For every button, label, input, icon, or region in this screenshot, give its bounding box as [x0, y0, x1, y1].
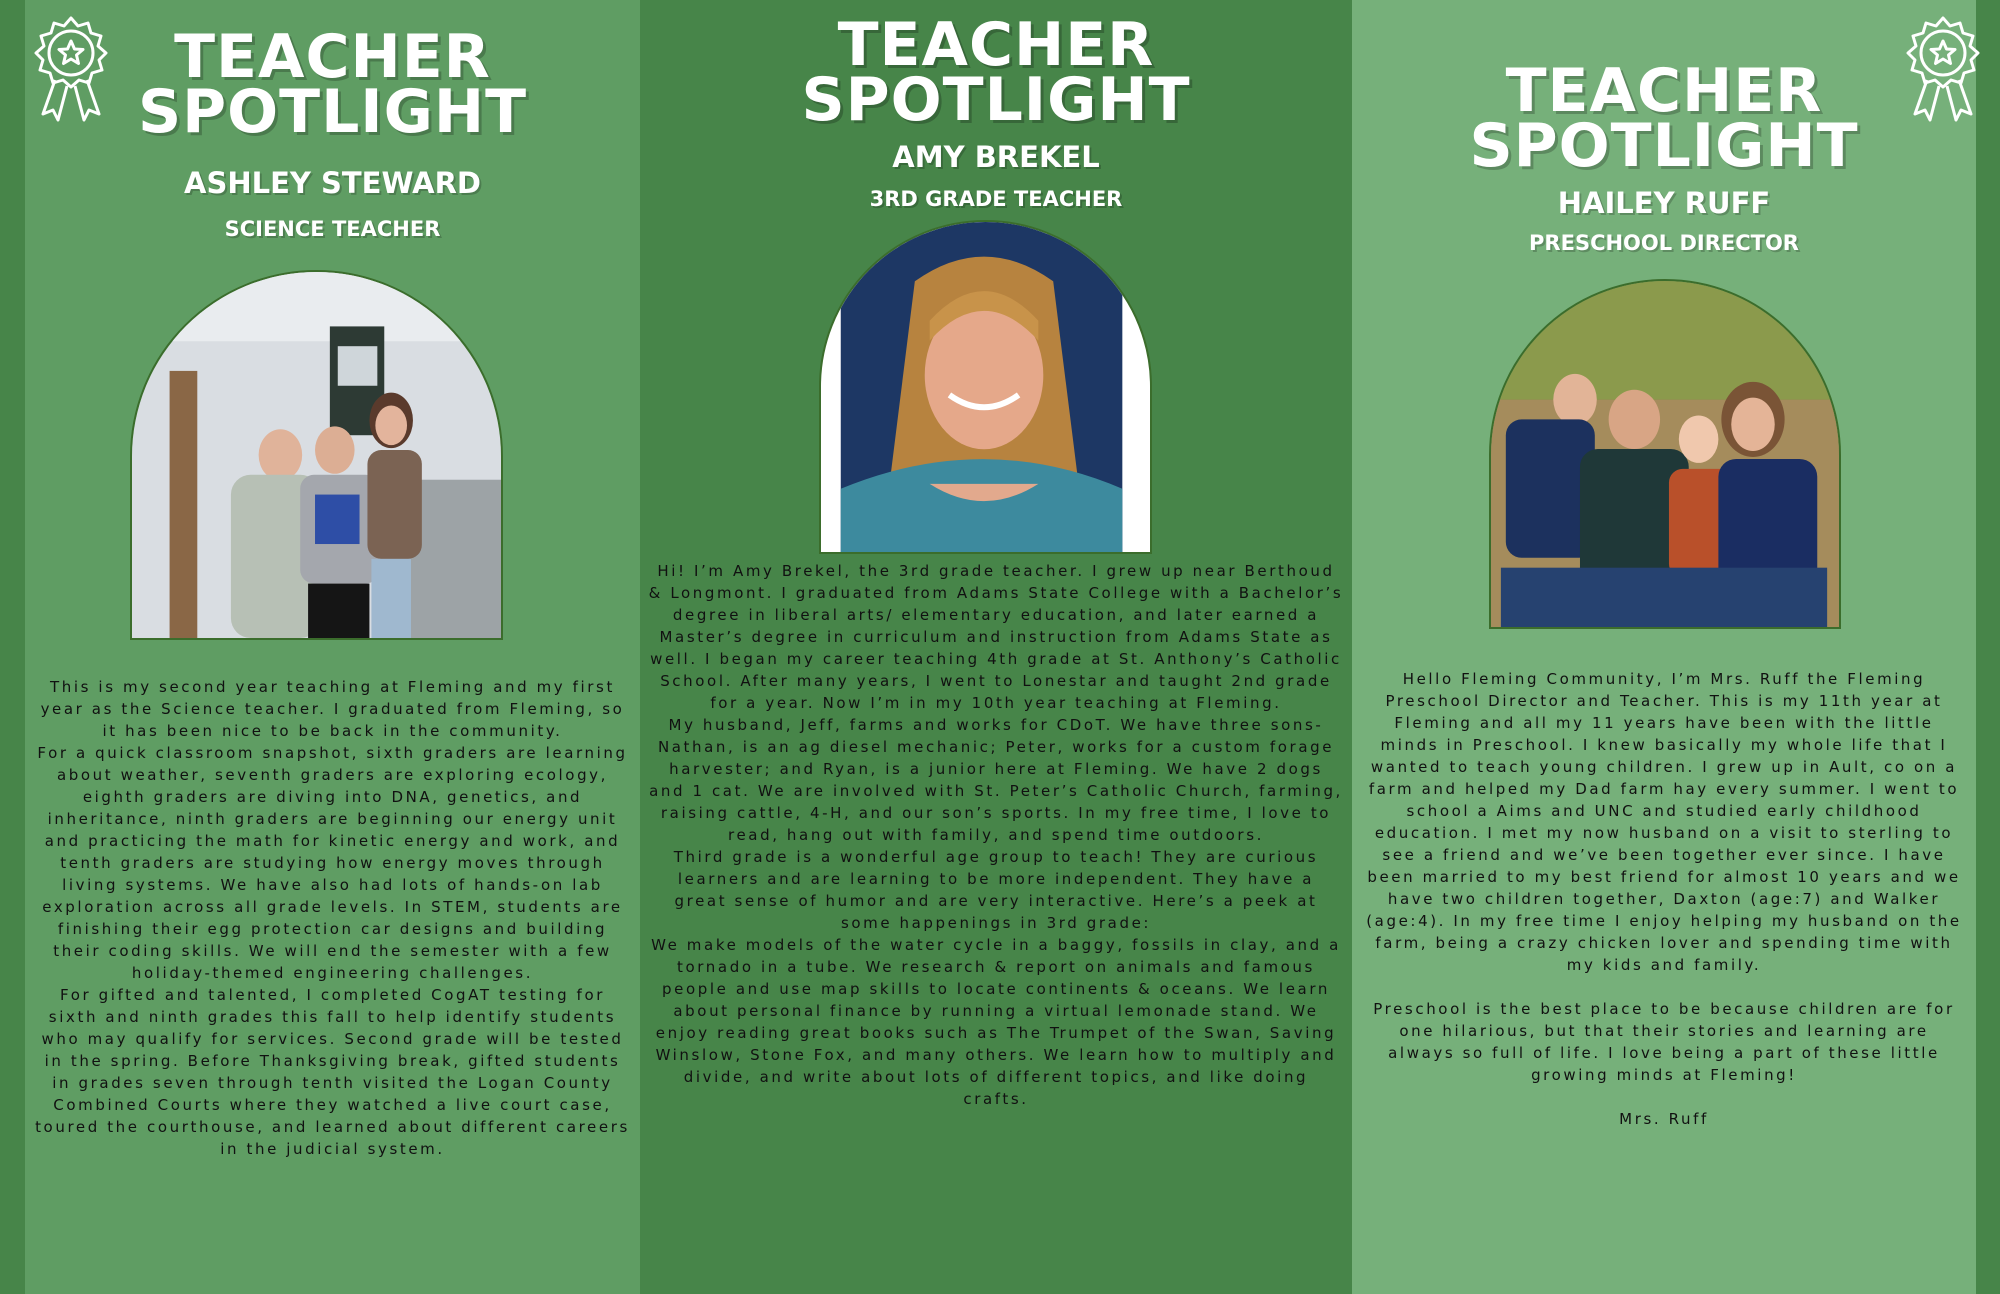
heading-line-2: SPOTLIGHT: [137, 77, 528, 147]
heading-line-1: TEACHER: [837, 10, 1155, 80]
bio-paragraph: Hello Fleming Community, I’m Mrs. Ruff the Fleming Preschool Director and Teacher. This is my 11th year at Fleming and all my 11 years have been with the little minds in Preschool. I knew basically my whole life that I wanted to teach young children. I grew up in Ault, co on a farm and helped my Dad farm hay every summer. I went to school a Aims and UNC and studied early childhood education. I met my now husband on a visit to sterling to see a friend and we’ve been together ever since. I have been married to my best friend for almost 10 years and we have two children together, Daxton (age:7) and Walker (age:4). In my free time I enjoy helping my husband on the farm, being a crazy chicken lover and spending time with my kids and family.: [1366, 670, 1962, 974]
spotlight-heading: [1352, 56, 1976, 181]
left-edge-strip: [0, 0, 25, 1294]
bio-paragraph: Third grade is a wonderful age group to teach! They are curious learners and are learning to be more independent. They have a great sense of humor and are very interactive. Here’s a peek at some happenings in 3rd grade:: [673, 848, 1319, 932]
teacher-name: AMY BREKEL: [892, 140, 1100, 174]
teacher-photo: [1489, 279, 1841, 629]
spotlight-panel-hailey-ruff: [1352, 0, 1976, 1294]
bio-paragraph: Preschool is the best place to be because children are for one hilarious, but that their stories and learning are always so full of life. I love being a part of these little growing minds at Fleming!: [1373, 1000, 1955, 1084]
teacher-role: SCIENCE TEACHER: [224, 217, 441, 241]
heading-line-2: SPOTLIGHT: [1469, 111, 1859, 181]
bio-paragraph: This is my second year teaching at Fleming and my first year as the Science teacher. I graduated from Fleming, so it has been nice to be back in the community.: [40, 678, 625, 740]
portrait-photo: [821, 222, 1150, 552]
bio-paragraph: My husband, Jeff, farms and works for CDoT. We have three sons-Nathan, is an ag diesel mechanic; Peter, works for a custom forage harvester; and Ryan, is a junior here at Fleming. We have 2 dogs and 1 cat. We are involved with St. Peter’s Catholic Church, farming, raising cattle, 4-H, and our son’s sports. In my free time, I love to read, hang out with family, and spend time outdoors.: [649, 716, 1343, 844]
teacher-bio: [648, 560, 1344, 1110]
bio-paragraph: We make models of the water cycle in a baggy, fossils in clay, and a tornado in a tube. We research & report on animals and famous people and use map skills to locate continents & oceans. We learn about personal finance by running a virtual lemonade stand. We enjoy reading great books such as The Trumpet of the Swan, Saving Winslow, Stone Fox, and many others. We learn how to multiply and divide, and write about lots of different topics, and like doing crafts.: [651, 936, 1341, 1108]
teacher-role: 3RD GRADE TEACHER: [869, 187, 1123, 211]
bio-paragraph: Hi! I’m Amy Brekel, the 3rd grade teacher. I grew up near Berthoud & Longmont. I graduated from Adams State College with a Bachelor’s degree in liberal arts/ elementary education, and later earned a Master’s degree in curriculum and instruction from Adams State as well. I began my career teaching 4th grade at St. Anthony’s Catholic School. After many years, I went to Lonestar and taught 2nd grade for a year. Now I’m in my 10th year teaching at Fleming.: [648, 562, 1344, 712]
bio-signature: Mrs. Ruff: [1619, 1110, 1709, 1128]
teacher-name: ASHLEY STEWARD: [184, 166, 481, 200]
bio-paragraph: For a quick classroom snapshot, sixth graders are learning about weather, seventh graders are exploring ecology, eighth graders are diving into DNA, genetics, and inheritance, ninth graders are beginning our energy unit and practicing the math for kinetic energy and work, and tenth graders are studying how energy moves through living systems. We have also had lots of hands-on lab exploration across all grade levels. In STEM, students are finishing their egg protection car designs and building their coding skills. We will end the semester with a few holiday-themed engineering challenges.: [37, 744, 628, 982]
teacher-bio: [1366, 668, 1962, 1130]
teacher-name: HAILEY RUFF: [1557, 186, 1771, 220]
heading-line-1: TEACHER: [174, 22, 491, 92]
teacher-bio: [35, 676, 630, 1160]
spotlight-heading: [25, 22, 640, 147]
teacher-role: PRESCHOOL DIRECTOR: [1529, 231, 1799, 255]
teacher-photo: [819, 220, 1152, 554]
family-outdoor-photo: [1491, 281, 1839, 627]
spotlight-panel-ashley-steward: [25, 0, 640, 1294]
family-porch-photo: [132, 272, 501, 638]
heading-line-2: SPOTLIGHT: [801, 65, 1191, 135]
heading-line-1: TEACHER: [1505, 56, 1823, 126]
right-edge-strip: [1976, 0, 2000, 1294]
spotlight-heading: [640, 10, 1352, 135]
bio-paragraph: For gifted and talented, I completed CogAT testing for sixth and ninth grades this fall to help identify students who may qualify for services. Second grade will be tested in the spring. Before Thanksgiving break, gifted students in grades seven through tenth visited the Logan County Combined Courts where they watched a live court case, toured the courthouse, and learned about different careers in the judicial system.: [35, 986, 630, 1158]
spotlight-panel-amy-brekel: [640, 0, 1352, 1294]
teacher-photo: [130, 270, 503, 640]
